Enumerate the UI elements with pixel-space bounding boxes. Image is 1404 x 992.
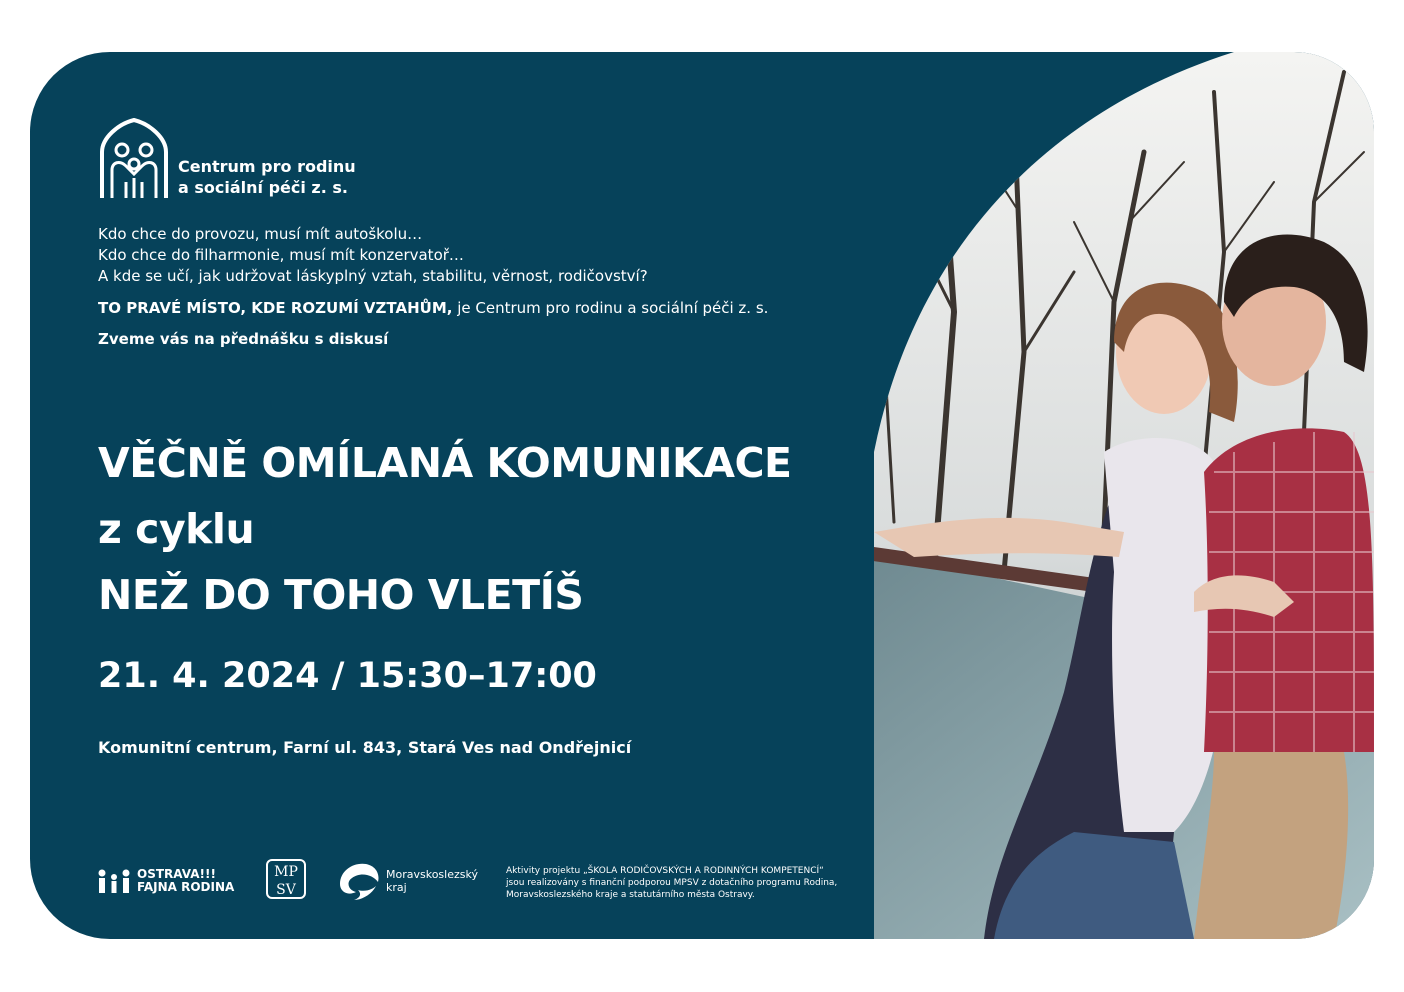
couple-photo-illustration: [874, 52, 1374, 939]
mpsv-top: MP: [274, 864, 298, 880]
project-line1: Aktivity projektu „ŠKOLA RODIČOVSKÝCH A RODINNÝCH KOMPETENCÍ“: [506, 866, 824, 876]
organization-name-line2: a sociální péči z. s.: [178, 178, 348, 197]
tagline-rest: je Centrum pro rodinu a sociální péči z. s.: [452, 299, 769, 317]
event-headline: [98, 430, 792, 628]
intro-line2: Kdo chce do filharmonie, musí mít konzervatoř…: [98, 246, 464, 264]
msk-line2: kraj: [386, 881, 407, 894]
project-line2: jsou realizovány s finanční podporou MPSV z dotačního programu Rodina,: [506, 878, 838, 888]
poster-card: [30, 52, 1374, 939]
moravskoslezsky-kraj-logo: [336, 860, 478, 902]
tagline-bold: TO PRAVÉ MÍSTO, KDE ROZUMÍ VZTAHŮM,: [98, 299, 453, 317]
msk-line1: Moravskoslezský: [386, 868, 478, 881]
tagline: [98, 299, 768, 317]
organization-name: [178, 156, 356, 198]
event-datetime: 21. 4. 2024 / 15:30–17:00: [98, 656, 597, 696]
headline-series-name: NEŽ DO TOHO VLETÍŠ: [98, 571, 584, 619]
event-venue: Komunitní centrum, Farní ul. 843, Stará Ves nad Ondřejnicí: [98, 738, 632, 757]
couple-photo: [874, 52, 1374, 939]
organization-name-line1: Centrum pro rodinu: [178, 157, 356, 176]
church-family-icon: [98, 118, 170, 200]
ostrava-line1: OSTRAVA!!!: [137, 867, 216, 881]
invite-text: Zveme vás na přednášku s diskusí: [98, 330, 389, 348]
headline-series-prefix: z cyklu: [98, 505, 255, 553]
mpsv-logo: [266, 859, 306, 899]
intro-text: [98, 224, 648, 287]
ostrava-line2: FAJNA RODINA: [137, 880, 235, 894]
intro-line1: Kdo chce do provozu, musí mít autoškolu…: [98, 225, 423, 243]
region-swirl-icon: [336, 860, 382, 902]
headline-title: VĚČNĚ OMÍLANÁ KOMUNIKACE: [98, 439, 792, 487]
family-figures-icon: [96, 868, 132, 894]
organization-logo: [98, 118, 356, 200]
ostrava-fajna-rodina-logo: [96, 868, 234, 894]
project-line3: Moravskoslezského kraje a statutárního města Ostravy.: [506, 890, 755, 900]
mpsv-bottom: SV: [276, 882, 296, 898]
project-funding-note: [506, 865, 886, 901]
intro-line3: A kde se učí, jak udržovat láskyplný vztah, stabilitu, věrnost, rodičovství?: [98, 267, 648, 285]
